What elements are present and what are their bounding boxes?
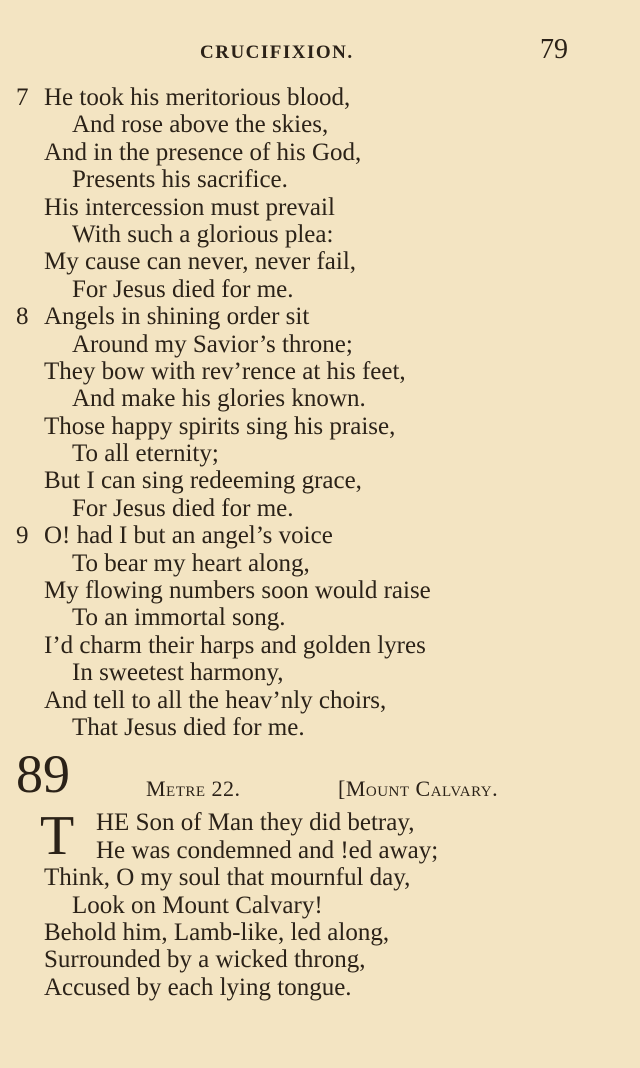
- verse-line: With such a glorious plea:: [72, 220, 334, 248]
- verse-line: They bow with rev’rence at his feet,: [44, 357, 406, 385]
- verse-number: 7: [16, 84, 29, 111]
- verse-line-text: Angels in shining order sit: [44, 303, 310, 331]
- verse-line: Around my Savior’s throne;: [72, 330, 353, 358]
- verse-line: For Jesus died for me.: [72, 494, 294, 522]
- verse-line: Those happy spirits sing his praise,: [44, 412, 396, 440]
- verse-line: In sweetest harmony,: [72, 659, 284, 687]
- verse-line: And make his glories known.: [72, 385, 366, 413]
- hymn-line: Surrounded by a wicked throng,: [44, 946, 366, 974]
- verse-line: To bear my heart along,: [72, 549, 310, 577]
- hymn-tune: [Mount Calvary.: [338, 776, 499, 802]
- running-head: [0, 34, 640, 70]
- verse-line: And in the presence of his God,: [44, 138, 362, 166]
- verse-line: [0, 84, 640, 111]
- hymn-line: He was condemned and !ed away;: [96, 836, 439, 864]
- verse-line: My flowing numbers soon would raise: [44, 577, 431, 605]
- verse-line: His intercession must prevail: [44, 193, 335, 221]
- hymn-line: Think, O my soul that mournful day,: [44, 864, 411, 892]
- verse-line: And tell to all the heav’nly choirs,: [44, 686, 387, 714]
- verse-line: But I can sing redeeming grace,: [44, 467, 362, 495]
- verse-line-text: O! had I but an angel’s voice: [44, 522, 333, 550]
- verse-number: 9: [16, 522, 29, 550]
- verse-number: 8: [16, 303, 29, 331]
- hymn-number: 89: [16, 744, 70, 805]
- verse-line: I’d charm their harps and golden lyres: [44, 631, 426, 659]
- verse-line: That Jesus died for me.: [72, 713, 305, 741]
- page-number: 79: [540, 34, 568, 65]
- hymn-metre: Metre 22.: [146, 776, 241, 802]
- verse-line: To all eternity;: [72, 440, 219, 468]
- verse-line: Presents his sacrifice.: [72, 166, 288, 194]
- running-title: CRUCIFIXION.: [200, 42, 354, 63]
- hymn-text: [0, 84, 640, 1001]
- hymn-line: Behold him, Lamb-like, led along,: [44, 918, 390, 946]
- verse-line: For Jesus died for me.: [72, 275, 294, 303]
- drop-cap: T: [40, 805, 75, 868]
- hymn-header: [0, 744, 640, 809]
- verse-line: To an immortal song.: [72, 604, 286, 632]
- verse-line: And rose above the skies,: [72, 111, 329, 139]
- hymn-line: Look on Mount Calvary!: [72, 891, 323, 919]
- verse-line: [0, 303, 640, 330]
- hymn-line: Accused by each lying tongue.: [44, 973, 352, 1001]
- verse-line: [0, 522, 640, 549]
- first-line-text: HE Son of Man they did betray,: [96, 809, 415, 837]
- verse-line: My cause can never, never fail,: [44, 248, 357, 276]
- verse-line-text: He took his meritorious blood,: [44, 84, 351, 111]
